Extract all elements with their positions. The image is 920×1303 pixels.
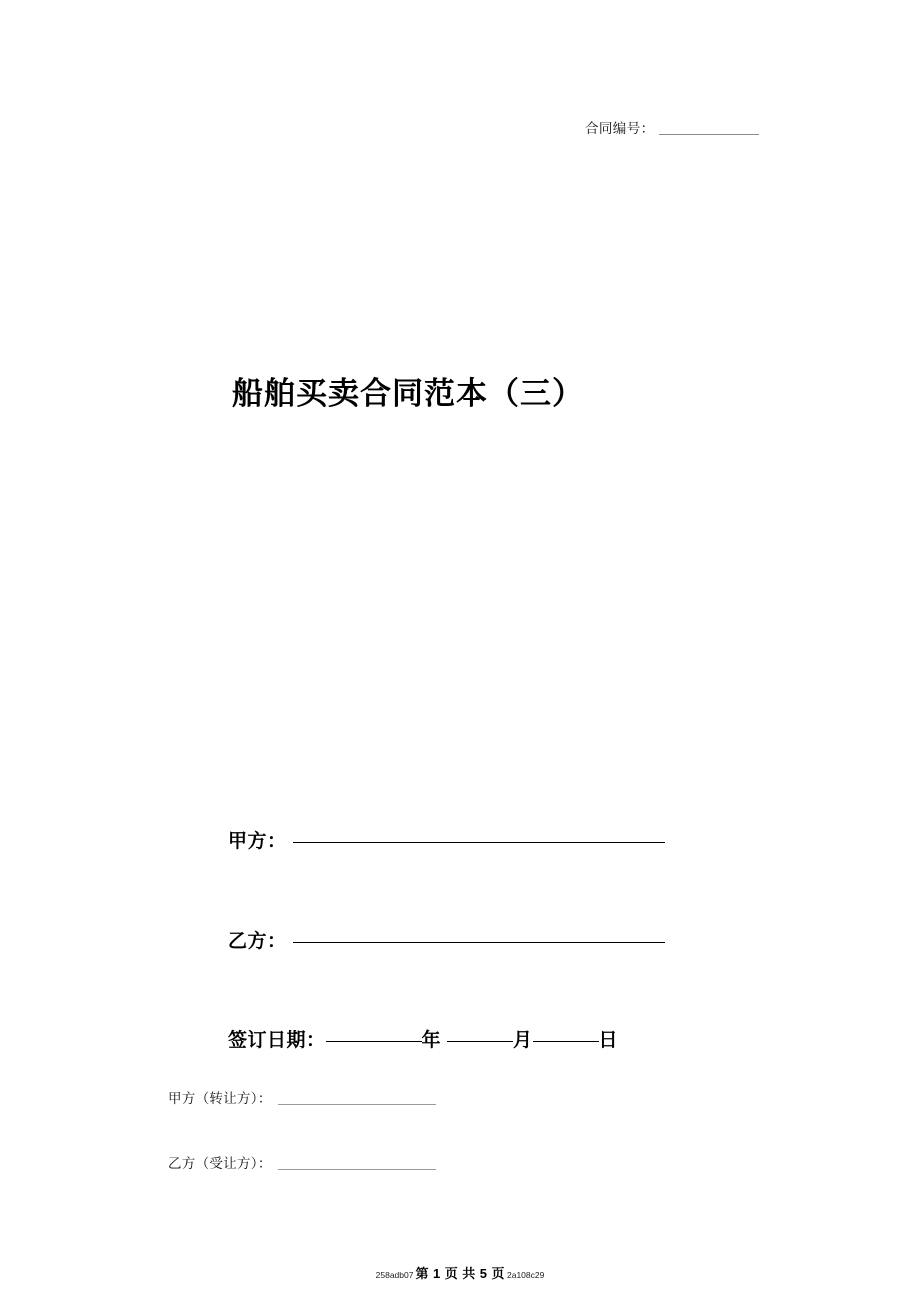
signature-row-transferor: [168, 1087, 436, 1107]
sign-date-label: 签订日期：: [228, 1030, 326, 1051]
party-b-input[interactable]: [293, 942, 665, 943]
party-a-label: 甲方：: [228, 831, 287, 852]
party-a-row: [228, 826, 665, 853]
party-b-row: [228, 926, 665, 953]
page-footer: [0, 1263, 920, 1283]
page-title: 船舶买卖合同范本（三）: [232, 376, 584, 411]
footer-page-number: 1: [432, 1266, 441, 1281]
footer-total-unit: 页: [491, 1266, 505, 1281]
signature-transferee-input[interactable]: [278, 1169, 436, 1170]
sign-month-unit: 月: [513, 1030, 533, 1051]
contract-number-row: [585, 117, 759, 137]
party-a-input[interactable]: [293, 842, 665, 843]
sign-day-unit: 日: [598, 1030, 619, 1051]
contract-number-input[interactable]: [659, 134, 759, 135]
signature-transferor-input[interactable]: [278, 1104, 436, 1105]
footer-right-hash: 2a108c29: [507, 1270, 545, 1280]
footer-total-prefix: 共: [462, 1266, 476, 1281]
sign-day-input[interactable]: [533, 1041, 599, 1042]
party-b-label: 乙方：: [228, 931, 287, 952]
sign-date-row: [228, 1025, 618, 1052]
sign-year-unit: 年: [421, 1030, 442, 1051]
signature-transferee-label: 乙方（受让方）：: [168, 1156, 272, 1171]
contract-number-label: 合同编号：: [585, 121, 655, 136]
footer-page-prefix: 第: [415, 1266, 429, 1281]
footer-total-pages: 5: [479, 1266, 488, 1281]
signature-transferor-label: 甲方（转让方）：: [168, 1091, 272, 1106]
signature-row-transferee: [168, 1152, 436, 1172]
sign-year-input[interactable]: [326, 1041, 422, 1042]
footer-left-hash: 258adb07: [375, 1270, 414, 1280]
footer-page-unit: 页: [444, 1266, 459, 1281]
sign-month-input[interactable]: [447, 1041, 513, 1042]
